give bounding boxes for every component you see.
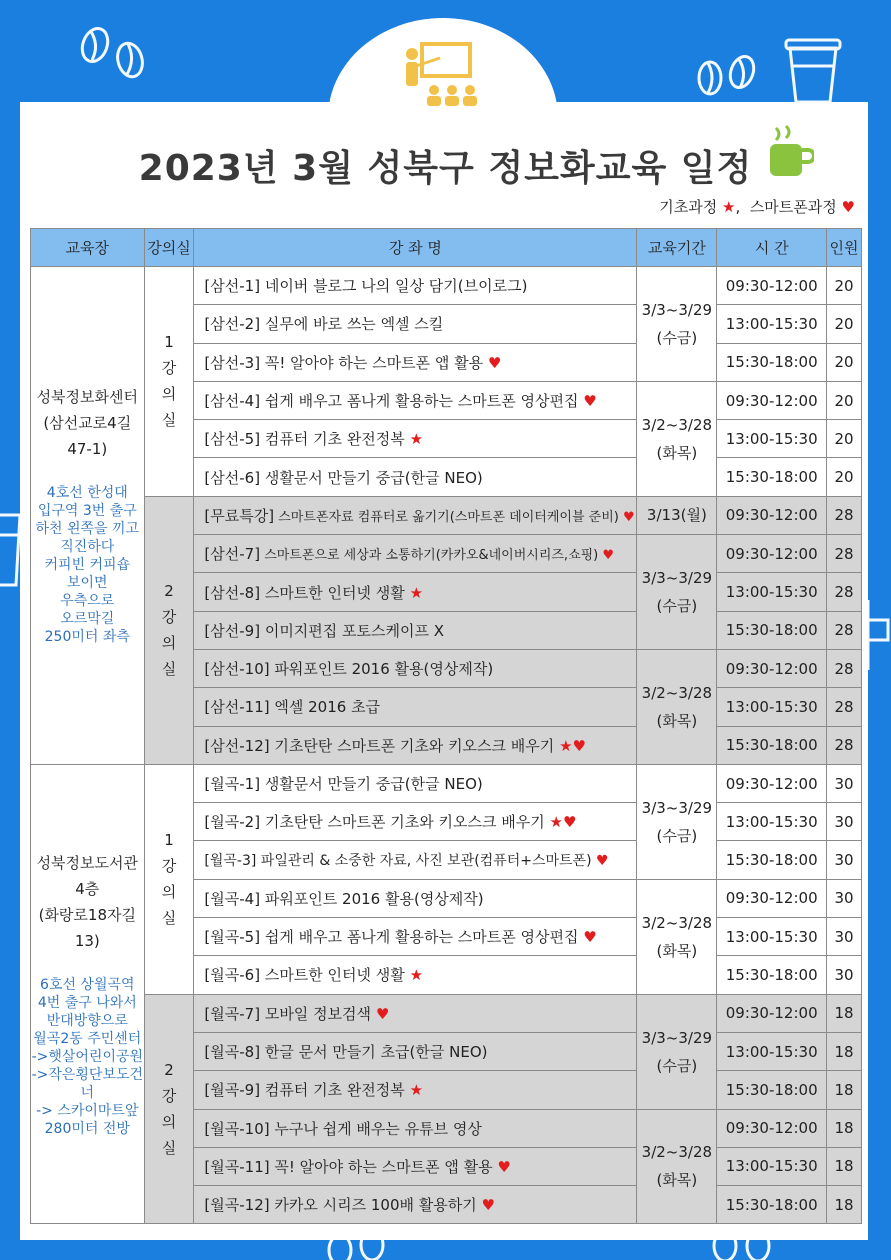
period-cell: 3/3~3/29 (수금): [637, 535, 717, 650]
count-cell: 20: [827, 343, 862, 381]
col-period: 교육기간: [637, 229, 717, 267]
location-cell: [31, 764, 145, 1224]
room-cell: 2 강 의 실: [144, 496, 194, 764]
location-directions: 6호선 상월곡역 4번 출구 나와서 반대방향으로 월곡2동 주민센터 ->햇살어린이공원 ->작은횡단보도건너 -> 스카이마트앞 280미터 전방: [31, 977, 144, 1138]
count-cell: 20: [827, 381, 862, 419]
heart-icon: ♥: [841, 198, 855, 216]
time-cell: 09:30-12:00: [717, 994, 827, 1032]
period-cell: 3/13(월): [637, 496, 717, 534]
count-cell: 28: [827, 611, 862, 649]
count-cell: 20: [827, 267, 862, 305]
location-address: 4층: [75, 880, 100, 899]
coffee-cup-icon: [778, 36, 848, 106]
period-cell: 3/2~3/28 (화목): [637, 649, 717, 764]
course-cell: [월곡-11] 꼭! 알아야 하는 스마트폰 앱 활용 ♥: [194, 1147, 637, 1185]
table-row: [31, 267, 862, 305]
course-cell: [삼선-7] 스마트폰으로 세상과 소통하기(카카오&네이버시리즈,쇼핑) ♥: [194, 535, 637, 573]
period-cell: 3/2~3/28 (화목): [637, 381, 717, 496]
course-cell: [월곡-9] 컴퓨터 기초 완전정복 ★: [194, 1071, 637, 1109]
course-cell: [삼선-4] 쉽게 배우고 폼나게 활용하는 스마트폰 영상편집 ♥: [194, 381, 637, 419]
page-title: 2023년 3월 성북구 정보화교육 일정: [138, 148, 753, 189]
location-address: (삼선교로4길: [43, 414, 132, 433]
count-cell: 18: [827, 1032, 862, 1070]
course-legend: [659, 196, 855, 217]
col-time: 시 간: [717, 229, 827, 267]
period-cell: 3/2~3/28 (화목): [637, 1109, 717, 1224]
course-cell: [삼선-8] 스마트한 인터넷 생활 ★: [194, 573, 637, 611]
table-row: [31, 994, 862, 1032]
location-address: 47-1): [67, 440, 108, 459]
time-cell: 13:00-15:30: [717, 420, 827, 458]
time-cell: 13:00-15:30: [717, 305, 827, 343]
count-cell: 30: [827, 764, 862, 802]
course-cell: [삼선-12] 기초탄탄 스마트폰 기초와 키오스크 배우기 ★♥: [194, 726, 637, 764]
time-cell: 13:00-15:30: [717, 688, 827, 726]
time-cell: 13:00-15:30: [717, 1147, 827, 1185]
count-cell: 28: [827, 573, 862, 611]
location-directions: 4호선 한성대 입구역 3번 출구 하천 왼쪽을 끼고 직진하다 커피빈 커피숍 보이면 우측으로 오르막길 250미터 좌측: [35, 485, 140, 646]
period-cell: 3/3~3/29 (수금): [637, 994, 717, 1109]
count-cell: 30: [827, 803, 862, 841]
time-cell: 15:30-18:00: [717, 611, 827, 649]
course-cell: [삼선-10] 파워포인트 2016 활용(영상제작): [194, 649, 637, 687]
time-cell: 15:30-18:00: [717, 726, 827, 764]
count-cell: 18: [827, 1147, 862, 1185]
period-cell: 3/2~3/28 (화목): [637, 879, 717, 994]
time-cell: 09:30-12:00: [717, 496, 827, 534]
time-cell: 15:30-18:00: [717, 458, 827, 496]
course-cell: [월곡-5] 쉽게 배우고 폼나게 활용하는 스마트폰 영상편집 ♥: [194, 918, 637, 956]
course-cell: [삼선-5] 컴퓨터 기초 완전정복 ★: [194, 420, 637, 458]
location-name: 성북정보도서관: [36, 854, 138, 873]
count-cell: 30: [827, 956, 862, 994]
course-cell: [월곡-12] 카카오 시리즈 100배 활용하기 ♥: [194, 1186, 637, 1224]
course-cell: [월곡-3] 파일관리 & 소중한 자료, 사진 보관(컴퓨터+스마트폰) ♥: [194, 841, 637, 879]
time-cell: 09:30-12:00: [717, 764, 827, 802]
course-cell: [월곡-1] 생활문서 만들기 중급(한글 NEO): [194, 764, 637, 802]
course-cell: [삼선-11] 엑셀 2016 초급: [194, 688, 637, 726]
course-cell: [월곡-8] 한글 문서 만들기 초급(한글 NEO): [194, 1032, 637, 1070]
col-place: 교육장: [31, 229, 145, 267]
course-cell: [월곡-2] 기초탄탄 스마트폰 기초와 키오스크 배우기 ★♥: [194, 803, 637, 841]
star-icon: ★: [722, 198, 736, 216]
course-cell: [월곡-6] 스마트한 인터넷 생활 ★: [194, 956, 637, 994]
schedule-table: [30, 228, 862, 1224]
coffee-bean-icon: [70, 20, 170, 90]
time-cell: 15:30-18:00: [717, 343, 827, 381]
location-name: 성북정보화센터: [36, 388, 138, 407]
course-cell: [삼선-9] 이미지편집 포토스케이프 X: [194, 611, 637, 649]
count-cell: 28: [827, 726, 862, 764]
time-cell: 13:00-15:30: [717, 803, 827, 841]
col-room: 강의실: [144, 229, 194, 267]
course-cell: [삼선-6] 생활문서 만들기 중급(한글 NEO): [194, 458, 637, 496]
count-cell: 20: [827, 458, 862, 496]
course-cell: [월곡-7] 모바일 정보검색 ♥: [194, 994, 637, 1032]
count-cell: 18: [827, 1071, 862, 1109]
course-cell: [월곡-10] 누구나 쉽게 배우는 유튜브 영상: [194, 1109, 637, 1147]
course-cell: [삼선-3] 꼭! 알아야 하는 스마트폰 앱 활용 ♥: [194, 343, 637, 381]
time-cell: 15:30-18:00: [717, 956, 827, 994]
count-cell: 18: [827, 1109, 862, 1147]
count-cell: 28: [827, 688, 862, 726]
time-cell: 13:00-15:30: [717, 573, 827, 611]
table-row: [31, 496, 862, 534]
time-cell: 09:30-12:00: [717, 1109, 827, 1147]
room-cell: 1 강 의 실: [144, 267, 194, 497]
col-count: 인원: [827, 229, 862, 267]
time-cell: 13:00-15:30: [717, 918, 827, 956]
coffee-bean-icon: [690, 50, 770, 110]
count-cell: 18: [827, 1186, 862, 1224]
legend-basic-label: 기초과정: [659, 198, 718, 216]
room-cell: 1 강 의 실: [144, 764, 194, 994]
count-cell: 20: [827, 305, 862, 343]
location-cell: [31, 267, 145, 765]
table-row: [31, 764, 862, 802]
count-cell: 28: [827, 649, 862, 687]
time-cell: 09:30-12:00: [717, 649, 827, 687]
period-cell: 3/3~3/29 (수금): [637, 764, 717, 879]
location-address: (화랑로18자길: [38, 906, 136, 925]
count-cell: 30: [827, 841, 862, 879]
coffee-mug-icon: [766, 124, 814, 180]
time-cell: 09:30-12:00: [717, 879, 827, 917]
count-cell: 18: [827, 994, 862, 1032]
legend-smart-label: 스마트폰과정: [749, 198, 837, 216]
col-course: 강 좌 명: [194, 229, 637, 267]
table-header: [31, 229, 862, 267]
time-cell: 15:30-18:00: [717, 1186, 827, 1224]
time-cell: 09:30-12:00: [717, 381, 827, 419]
course-cell: [무료특강] 스마트폰자료 컴퓨터로 옮기기(스마트폰 데이터케이블 준비) ♥: [194, 496, 637, 534]
period-cell: 3/3~3/29 (수금): [637, 267, 717, 382]
time-cell: 15:30-18:00: [717, 841, 827, 879]
course-cell: [삼선-2] 실무에 바로 쓰는 엑셀 스킬: [194, 305, 637, 343]
time-cell: 13:00-15:30: [717, 1032, 827, 1070]
time-cell: 15:30-18:00: [717, 1071, 827, 1109]
course-cell: [월곡-4] 파워포인트 2016 활용(영상제작): [194, 879, 637, 917]
count-cell: 20: [827, 420, 862, 458]
coffee-cup-icon: [866, 590, 891, 680]
legend-separator: ,: [735, 198, 741, 216]
room-cell: 2 강 의 실: [144, 994, 194, 1224]
count-cell: 28: [827, 535, 862, 573]
teacher-board-icon: [400, 40, 482, 110]
count-cell: 28: [827, 496, 862, 534]
count-cell: 30: [827, 918, 862, 956]
count-cell: 30: [827, 879, 862, 917]
course-cell: [삼선-1] 네이버 블로그 나의 일상 담기(브이로그): [194, 267, 637, 305]
time-cell: 09:30-12:00: [717, 535, 827, 573]
time-cell: 09:30-12:00: [717, 267, 827, 305]
location-address: 13): [74, 932, 100, 951]
